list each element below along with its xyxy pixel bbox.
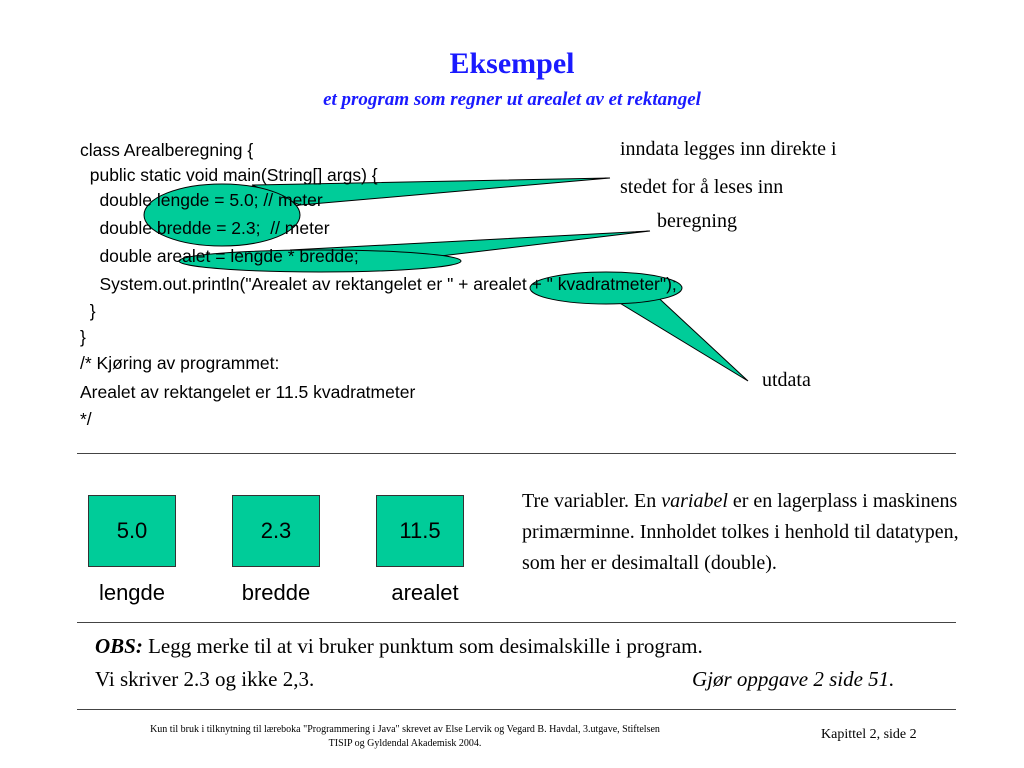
- code-line: public static void main(String[] args) {: [80, 165, 378, 185]
- page-subtitle: et program som regner ut arealet av et rektangel: [323, 89, 701, 110]
- divider-bottom: [77, 709, 956, 710]
- page-title: Eksempel: [449, 47, 575, 80]
- note-label: OBS:: [95, 634, 143, 658]
- variable-box-lengde: 5.0: [88, 495, 176, 567]
- code-line: double arealet = lengde * bredde;: [80, 246, 359, 266]
- code-line: /* Kjøring av programmet:: [80, 353, 280, 373]
- code-line: System.out.println("Arealet av rektangelet er " + arealet + " kvadratmeter");: [80, 274, 677, 294]
- code-line: class Arealberegning {: [80, 140, 254, 160]
- divider-middle: [77, 622, 956, 623]
- code-line: double bredde = 2.3; // meter: [80, 218, 330, 238]
- input-callout-label: inndata legges inn direkte i: [620, 138, 837, 160]
- variable-name-bredde: bredde: [241, 580, 311, 605]
- task-reference: Gjør oppgave 2 side 51.: [692, 667, 895, 691]
- explanation-text-rest: er en lagerplass i maskinens primærminne. Innholdet tolkes i henhold til datatypen, som her er desimaltall (double).: [522, 490, 959, 574]
- explanation-emphasis: variabel: [661, 490, 728, 512]
- divider-top: [77, 453, 956, 454]
- code-line: }: [80, 301, 96, 321]
- variable-name-arealet: arealet: [391, 580, 459, 605]
- variable-box-arealet: 11.5: [376, 495, 464, 567]
- variable-box-bredde: 2.3: [232, 495, 320, 567]
- input-callout-label-2: stedet for å leses inn: [620, 176, 784, 198]
- explanation-text: Tre variabler. En: [522, 490, 662, 512]
- calculation-callout-label: beregning: [657, 210, 737, 232]
- variable-name-lengde: lengde: [98, 580, 166, 605]
- footer-credit: Kun til bruk i tilknytning til læreboka "Programmering i Java" skrevet av Else Lervik og Vegard B. Havdal, 3.utgave, Stiftelsen TISIP og Gyldendal Akademisk 2004.: [150, 724, 660, 749]
- note-text: Legg merke til at vi bruker punktum som desimalskille i program.: [142, 634, 703, 658]
- code-line: */: [80, 409, 92, 429]
- variable-explanation: [522, 486, 982, 579]
- page-number: Kapittel 2, side 2: [821, 727, 917, 742]
- note-line-2: Vi skriver 2.3 og ikke 2,3.: [95, 667, 315, 691]
- code-line: double lengde = 5.0; // meter: [80, 190, 323, 210]
- note-line-1: [95, 634, 703, 659]
- code-line: }: [80, 327, 86, 347]
- output-callout-label: utdata: [762, 369, 811, 391]
- code-line: Arealet av rektangelet er 11.5 kvadratmeter: [80, 382, 416, 402]
